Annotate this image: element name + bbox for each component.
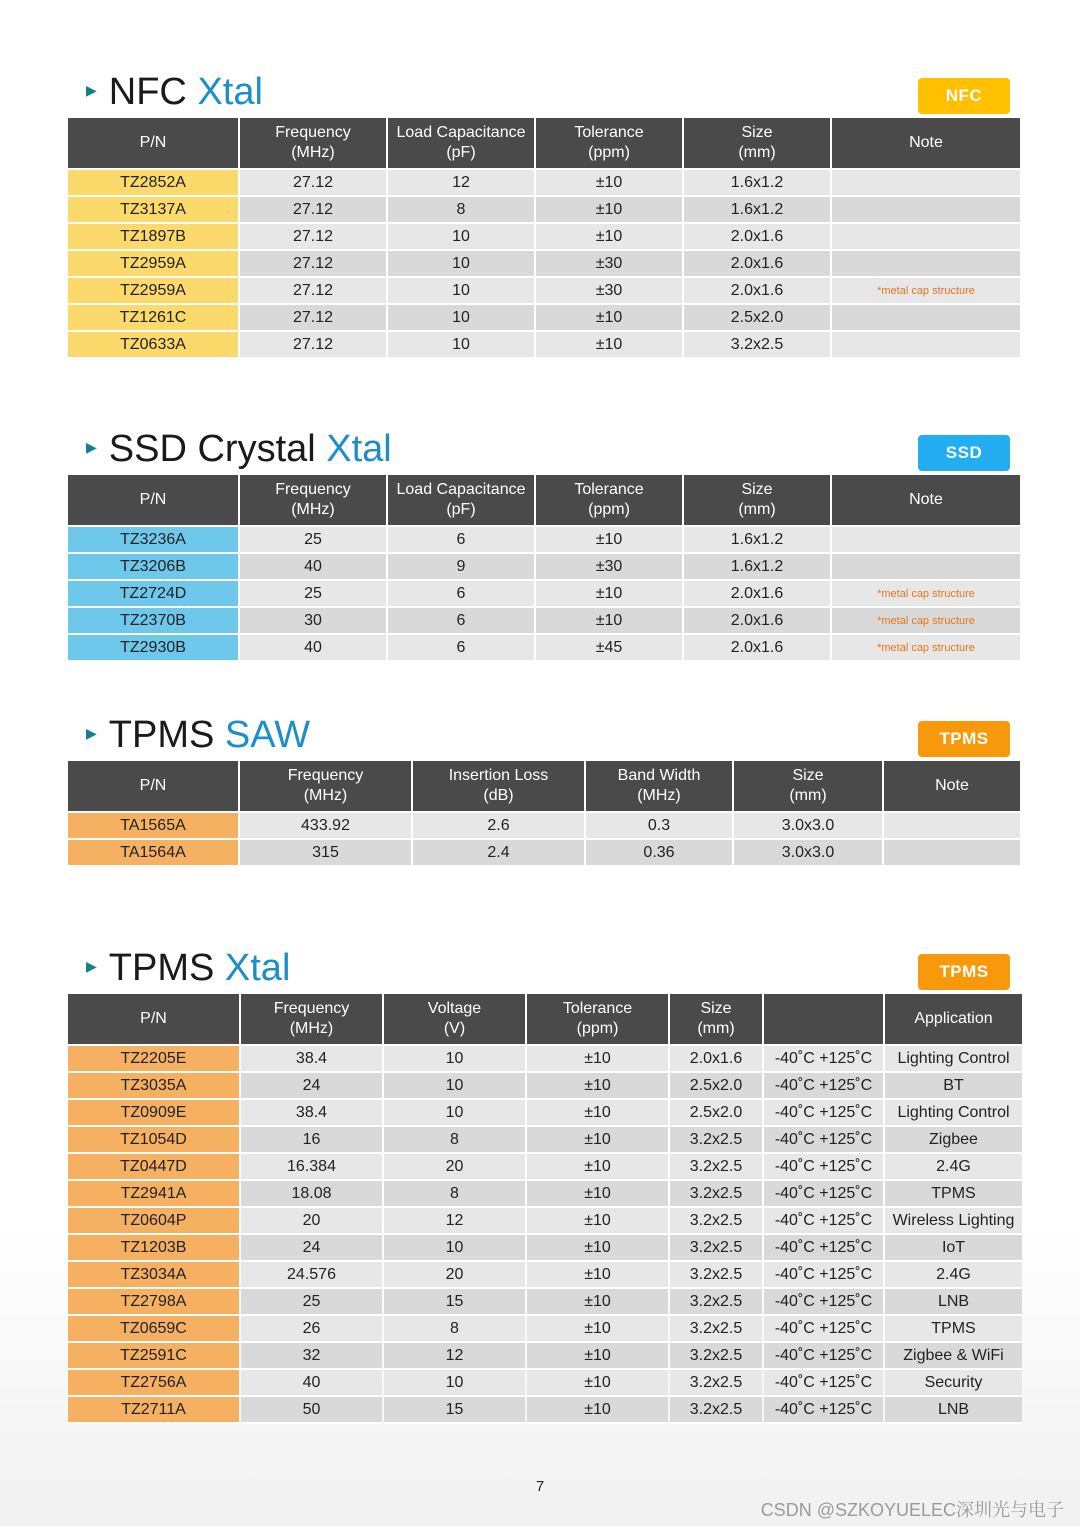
table-row <box>68 332 1020 359</box>
section-title <box>86 429 392 471</box>
table-cell: TPMS <box>885 1181 1022 1208</box>
section-header <box>68 66 1010 118</box>
table-cell: 27.12 <box>240 278 386 305</box>
column-header: Note <box>832 118 1020 170</box>
table-cell: ±10 <box>536 608 682 635</box>
table-cell: 8 <box>384 1127 525 1154</box>
column-header: P/N <box>68 761 238 813</box>
table-cell: 20 <box>384 1262 525 1289</box>
table-cell: 25 <box>241 1289 382 1316</box>
table-cell: 24.576 <box>241 1262 382 1289</box>
column-header: Frequency (MHz) <box>240 475 386 527</box>
table-row <box>68 554 1020 581</box>
part-number-cell: TZ2959A <box>68 278 238 305</box>
table-row <box>68 1208 1022 1235</box>
table-cell: -40˚C +125˚C <box>764 1235 883 1262</box>
triangle-bullet-icon: ▶ <box>86 439 97 455</box>
table-cell: 10 <box>388 332 534 359</box>
table-cell: 3.2x2.5 <box>670 1289 762 1316</box>
table-cell: 16 <box>241 1127 382 1154</box>
table-cell: 3.2x2.5 <box>670 1370 762 1397</box>
table-cell: 3.2x2.5 <box>670 1235 762 1262</box>
spec-table <box>66 761 1022 867</box>
table-cell: -40˚C +125˚C <box>764 1100 883 1127</box>
table-cell: ±10 <box>536 332 682 359</box>
part-number-cell: TZ2852A <box>68 170 238 197</box>
table-cell: 10 <box>388 278 534 305</box>
table-cell: 40 <box>240 635 386 662</box>
table-cell: 6 <box>388 635 534 662</box>
table-header-row <box>68 118 1020 170</box>
table-row <box>68 635 1020 662</box>
table-cell: 18.08 <box>241 1181 382 1208</box>
table-cell: 25 <box>240 581 386 608</box>
table-cell: 2.0x1.6 <box>684 278 830 305</box>
table-cell: 27.12 <box>240 251 386 278</box>
table-cell: 3.0x3.0 <box>734 840 882 867</box>
column-header: Frequency (MHz) <box>241 994 382 1046</box>
table-row <box>68 1181 1022 1208</box>
spec-table <box>66 475 1022 662</box>
table-row <box>68 251 1020 278</box>
table-cell: 2.6 <box>413 813 584 840</box>
table-row <box>68 278 1020 305</box>
part-number-cell: TA1564A <box>68 840 238 867</box>
table-row <box>68 1316 1022 1343</box>
table-cell: ±10 <box>536 581 682 608</box>
table-cell: 3.2x2.5 <box>670 1316 762 1343</box>
table-cell: 10 <box>384 1370 525 1397</box>
column-header: Size (mm) <box>670 994 762 1046</box>
table-cell: 24 <box>241 1073 382 1100</box>
table-cell: 27.12 <box>240 305 386 332</box>
table-cell: Zigbee <box>885 1127 1022 1154</box>
category-badge: TPMS <box>918 954 1010 990</box>
table-header-row <box>68 475 1020 527</box>
part-number-cell: TZ0909E <box>68 1100 239 1127</box>
table-cell: 10 <box>384 1235 525 1262</box>
table-cell: 3.2x2.5 <box>670 1262 762 1289</box>
part-number-cell: TZ2724D <box>68 581 238 608</box>
table-row <box>68 527 1020 554</box>
table-cell: Wireless Lighting <box>885 1208 1022 1235</box>
tpms-saw-section <box>68 709 1010 867</box>
part-number-cell: TZ0604P <box>68 1208 239 1235</box>
table-row <box>68 581 1020 608</box>
table-row <box>68 1343 1022 1370</box>
table-cell: 20 <box>241 1208 382 1235</box>
section-header <box>68 423 1010 475</box>
table-cell: IoT <box>885 1235 1022 1262</box>
note-cell <box>832 305 1020 332</box>
table-cell: Zigbee & WiFi <box>885 1343 1022 1370</box>
table-cell: ±10 <box>527 1154 668 1181</box>
section-header <box>68 709 1010 761</box>
table-cell: -40˚C +125˚C <box>764 1262 883 1289</box>
table-cell: 10 <box>388 251 534 278</box>
table-cell: 1.6x1.2 <box>684 527 830 554</box>
column-header: Note <box>832 475 1020 527</box>
category-badge: SSD <box>918 435 1010 471</box>
table-cell: 2.4G <box>885 1154 1022 1181</box>
note-cell: *metal cap structure <box>832 278 1020 305</box>
part-number-cell: TZ1054D <box>68 1127 239 1154</box>
note-cell <box>832 251 1020 278</box>
table-cell: 6 <box>388 608 534 635</box>
part-number-cell: TZ3137A <box>68 197 238 224</box>
section-title-main: SSD Crystal <box>108 428 327 471</box>
note-cell <box>884 813 1020 840</box>
part-number-cell: TZ2959A <box>68 251 238 278</box>
column-header: Note <box>884 761 1020 813</box>
tpms-xtal-section <box>68 942 1015 1424</box>
table-cell: 10 <box>388 224 534 251</box>
table-cell: 38.4 <box>241 1100 382 1127</box>
table-cell: 30 <box>240 608 386 635</box>
table-row <box>68 813 1020 840</box>
table-cell: 12 <box>384 1208 525 1235</box>
note-cell: *metal cap structure <box>832 581 1020 608</box>
part-number-cell: TZ1261C <box>68 305 238 332</box>
part-number-cell: TZ3236A <box>68 527 238 554</box>
table-cell: TPMS <box>885 1316 1022 1343</box>
table-cell: LNB <box>885 1397 1022 1424</box>
table-cell: 3.2x2.5 <box>670 1181 762 1208</box>
ssd-crystal-xtal-section <box>68 423 1010 662</box>
column-header: P/N <box>68 994 239 1046</box>
column-header: Tolerance (ppm) <box>527 994 668 1046</box>
section-title <box>86 72 263 114</box>
table-cell: LNB <box>885 1289 1022 1316</box>
column-header: Band Width (MHz) <box>586 761 732 813</box>
part-number-cell: TZ0633A <box>68 332 238 359</box>
table-cell: ±10 <box>527 1289 668 1316</box>
table-cell: ±10 <box>536 197 682 224</box>
table-cell: 433.92 <box>240 813 411 840</box>
table-cell: 10 <box>388 305 534 332</box>
section-title-accent: Xtal <box>224 947 291 990</box>
column-header: Size (mm) <box>684 118 830 170</box>
table-cell: Security <box>885 1370 1022 1397</box>
table-cell: ±10 <box>536 170 682 197</box>
table-cell: ±30 <box>536 554 682 581</box>
note-cell <box>832 554 1020 581</box>
part-number-cell: TZ2591C <box>68 1343 239 1370</box>
spec-table <box>66 994 1024 1424</box>
part-number-cell: TZ2798A <box>68 1289 239 1316</box>
table-cell: -40˚C +125˚C <box>764 1397 883 1424</box>
table-cell: ±10 <box>527 1316 668 1343</box>
section-title-main: NFC <box>108 71 198 114</box>
table-cell: 1.6x1.2 <box>684 170 830 197</box>
table-cell: 15 <box>384 1397 525 1424</box>
table-cell: 8 <box>384 1181 525 1208</box>
part-number-cell: TZ2930B <box>68 635 238 662</box>
table-cell: BT <box>885 1073 1022 1100</box>
part-number-cell: TZ2205E <box>68 1046 239 1073</box>
table-cell: 27.12 <box>240 224 386 251</box>
table-row <box>68 1046 1022 1073</box>
table-header-row <box>68 761 1020 813</box>
part-number-cell: TA1565A <box>68 813 238 840</box>
table-row <box>68 1154 1022 1181</box>
table-cell: 50 <box>241 1397 382 1424</box>
nfc-xtal-section <box>68 66 1010 359</box>
table-cell: 3.2x2.5 <box>670 1208 762 1235</box>
table-cell: ±10 <box>527 1127 668 1154</box>
table-cell: 2.0x1.6 <box>670 1046 762 1073</box>
table-cell: 2.0x1.6 <box>684 608 830 635</box>
table-row <box>68 1397 1022 1424</box>
page-number: 7 <box>535 1478 545 1495</box>
table-cell: 315 <box>240 840 411 867</box>
table-cell: 3.2x2.5 <box>684 332 830 359</box>
table-cell: 2.0x1.6 <box>684 224 830 251</box>
part-number-cell: TZ3034A <box>68 1262 239 1289</box>
table-cell: 0.36 <box>586 840 732 867</box>
column-header: Tolerance (ppm) <box>536 475 682 527</box>
triangle-bullet-icon: ▶ <box>86 82 97 98</box>
triangle-bullet-icon: ▶ <box>86 725 97 741</box>
table-cell: -40˚C +125˚C <box>764 1208 883 1235</box>
table-cell: ±10 <box>527 1397 668 1424</box>
table-cell: 10 <box>384 1046 525 1073</box>
table-cell: 32 <box>241 1343 382 1370</box>
table-row <box>68 305 1020 332</box>
table-cell: 2.5x2.0 <box>670 1073 762 1100</box>
table-cell: 1.6x1.2 <box>684 197 830 224</box>
table-cell: 3.2x2.5 <box>670 1127 762 1154</box>
table-cell: 0.3 <box>586 813 732 840</box>
table-cell: 12 <box>384 1343 525 1370</box>
part-number-cell: TZ1897B <box>68 224 238 251</box>
table-cell: 25 <box>240 527 386 554</box>
note-cell: *metal cap structure <box>832 635 1020 662</box>
table-cell: -40˚C +125˚C <box>764 1316 883 1343</box>
section-title <box>86 715 310 757</box>
column-header: Frequency (MHz) <box>240 761 411 813</box>
column-header: P/N <box>68 475 238 527</box>
section-title-accent: SAW <box>224 714 311 757</box>
table-cell: ±30 <box>536 278 682 305</box>
column-header: Voltage (V) <box>384 994 525 1046</box>
table-cell: 3.2x2.5 <box>670 1343 762 1370</box>
table-cell: 2.0x1.6 <box>684 581 830 608</box>
table-cell: ±10 <box>536 305 682 332</box>
column-header: Load Capacitance (pF) <box>388 475 534 527</box>
table-cell: 16.384 <box>241 1154 382 1181</box>
column-header: Load Capacitance (pF) <box>388 118 534 170</box>
table-cell: -40˚C +125˚C <box>764 1343 883 1370</box>
table-cell: 10 <box>384 1073 525 1100</box>
table-cell: -40˚C +125˚C <box>764 1046 883 1073</box>
table-cell: 6 <box>388 581 534 608</box>
part-number-cell: TZ3035A <box>68 1073 239 1100</box>
table-cell: 8 <box>388 197 534 224</box>
table-row <box>68 1262 1022 1289</box>
note-cell <box>832 170 1020 197</box>
table-row <box>68 170 1020 197</box>
column-header: Frequency (MHz) <box>240 118 386 170</box>
triangle-bullet-icon: ▶ <box>86 958 97 974</box>
table-cell: 15 <box>384 1289 525 1316</box>
category-badge: NFC <box>918 78 1010 114</box>
table-cell: 40 <box>241 1370 382 1397</box>
table-row <box>68 1100 1022 1127</box>
table-cell: 27.12 <box>240 332 386 359</box>
column-header <box>764 994 883 1046</box>
spec-table <box>66 118 1022 359</box>
table-cell: ±10 <box>527 1262 668 1289</box>
table-cell: 2.4 <box>413 840 584 867</box>
table-cell: ±10 <box>527 1343 668 1370</box>
table-row <box>68 840 1020 867</box>
table-cell: Lighting Control <box>885 1046 1022 1073</box>
table-cell: Lighting Control <box>885 1100 1022 1127</box>
part-number-cell: TZ0447D <box>68 1154 239 1181</box>
table-cell: ±30 <box>536 251 682 278</box>
table-cell: ±10 <box>527 1181 668 1208</box>
table-cell: 38.4 <box>241 1046 382 1073</box>
table-cell: ±10 <box>527 1370 668 1397</box>
table-cell: 8 <box>384 1316 525 1343</box>
table-cell: 1.6x1.2 <box>684 554 830 581</box>
table-cell: -40˚C +125˚C <box>764 1181 883 1208</box>
table-row <box>68 1289 1022 1316</box>
table-cell: ±10 <box>527 1235 668 1262</box>
table-cell: 10 <box>384 1100 525 1127</box>
note-cell <box>832 197 1020 224</box>
note-cell <box>832 527 1020 554</box>
part-number-cell: TZ2756A <box>68 1370 239 1397</box>
table-cell: 3.2x2.5 <box>670 1397 762 1424</box>
table-cell: 12 <box>388 170 534 197</box>
note-cell <box>832 224 1020 251</box>
table-cell: -40˚C +125˚C <box>764 1127 883 1154</box>
column-header: Application <box>885 994 1022 1046</box>
table-cell: 20 <box>384 1154 525 1181</box>
table-row <box>68 1127 1022 1154</box>
table-cell: ±10 <box>536 224 682 251</box>
table-cell: -40˚C +125˚C <box>764 1289 883 1316</box>
table-row <box>68 1370 1022 1397</box>
column-header: Size (mm) <box>684 475 830 527</box>
table-cell: ±45 <box>536 635 682 662</box>
table-row <box>68 224 1020 251</box>
table-cell: -40˚C +125˚C <box>764 1073 883 1100</box>
category-badge: TPMS <box>918 721 1010 757</box>
table-cell: 6 <box>388 527 534 554</box>
table-cell: 2.4G <box>885 1262 1022 1289</box>
table-cell: 3.0x3.0 <box>734 813 882 840</box>
section-title-accent: Xtal <box>197 71 263 114</box>
table-header-row <box>68 994 1022 1046</box>
section-header <box>68 942 1010 994</box>
section-title-accent: Xtal <box>326 428 392 471</box>
part-number-cell: TZ2711A <box>68 1397 239 1424</box>
table-cell: 2.5x2.0 <box>684 305 830 332</box>
table-row <box>68 197 1020 224</box>
part-number-cell: TZ0659C <box>68 1316 239 1343</box>
table-cell: ±10 <box>536 527 682 554</box>
table-cell: ±10 <box>527 1046 668 1073</box>
table-cell: 3.2x2.5 <box>670 1154 762 1181</box>
column-header: Tolerance (ppm) <box>536 118 682 170</box>
part-number-cell: TZ3206B <box>68 554 238 581</box>
table-cell: 27.12 <box>240 197 386 224</box>
note-cell <box>884 840 1020 867</box>
note-cell <box>832 332 1020 359</box>
part-number-cell: TZ2370B <box>68 608 238 635</box>
table-row <box>68 608 1020 635</box>
table-cell: -40˚C +125˚C <box>764 1370 883 1397</box>
table-cell: 26 <box>241 1316 382 1343</box>
section-title-main: TPMS <box>108 947 225 990</box>
section-title <box>86 948 290 990</box>
table-cell: -40˚C +125˚C <box>764 1154 883 1181</box>
section-title-main: TPMS <box>108 714 225 757</box>
table-cell: 2.5x2.0 <box>670 1100 762 1127</box>
note-cell: *metal cap structure <box>832 608 1020 635</box>
table-cell: ±10 <box>527 1208 668 1235</box>
table-cell: ±10 <box>527 1100 668 1127</box>
column-header: Insertion Loss (dB) <box>413 761 584 813</box>
watermark-text: CSDN @SZKOYUELEC深圳光与电子 <box>760 1500 1064 1520</box>
table-cell: 9 <box>388 554 534 581</box>
table-cell: 27.12 <box>240 170 386 197</box>
part-number-cell: TZ1203B <box>68 1235 239 1262</box>
table-cell: 40 <box>240 554 386 581</box>
column-header: Size (mm) <box>734 761 882 813</box>
table-cell: 2.0x1.6 <box>684 251 830 278</box>
table-row <box>68 1235 1022 1262</box>
table-row <box>68 1073 1022 1100</box>
table-cell: ±10 <box>527 1073 668 1100</box>
table-cell: 2.0x1.6 <box>684 635 830 662</box>
column-header: P/N <box>68 118 238 170</box>
table-cell: 24 <box>241 1235 382 1262</box>
part-number-cell: TZ2941A <box>68 1181 239 1208</box>
